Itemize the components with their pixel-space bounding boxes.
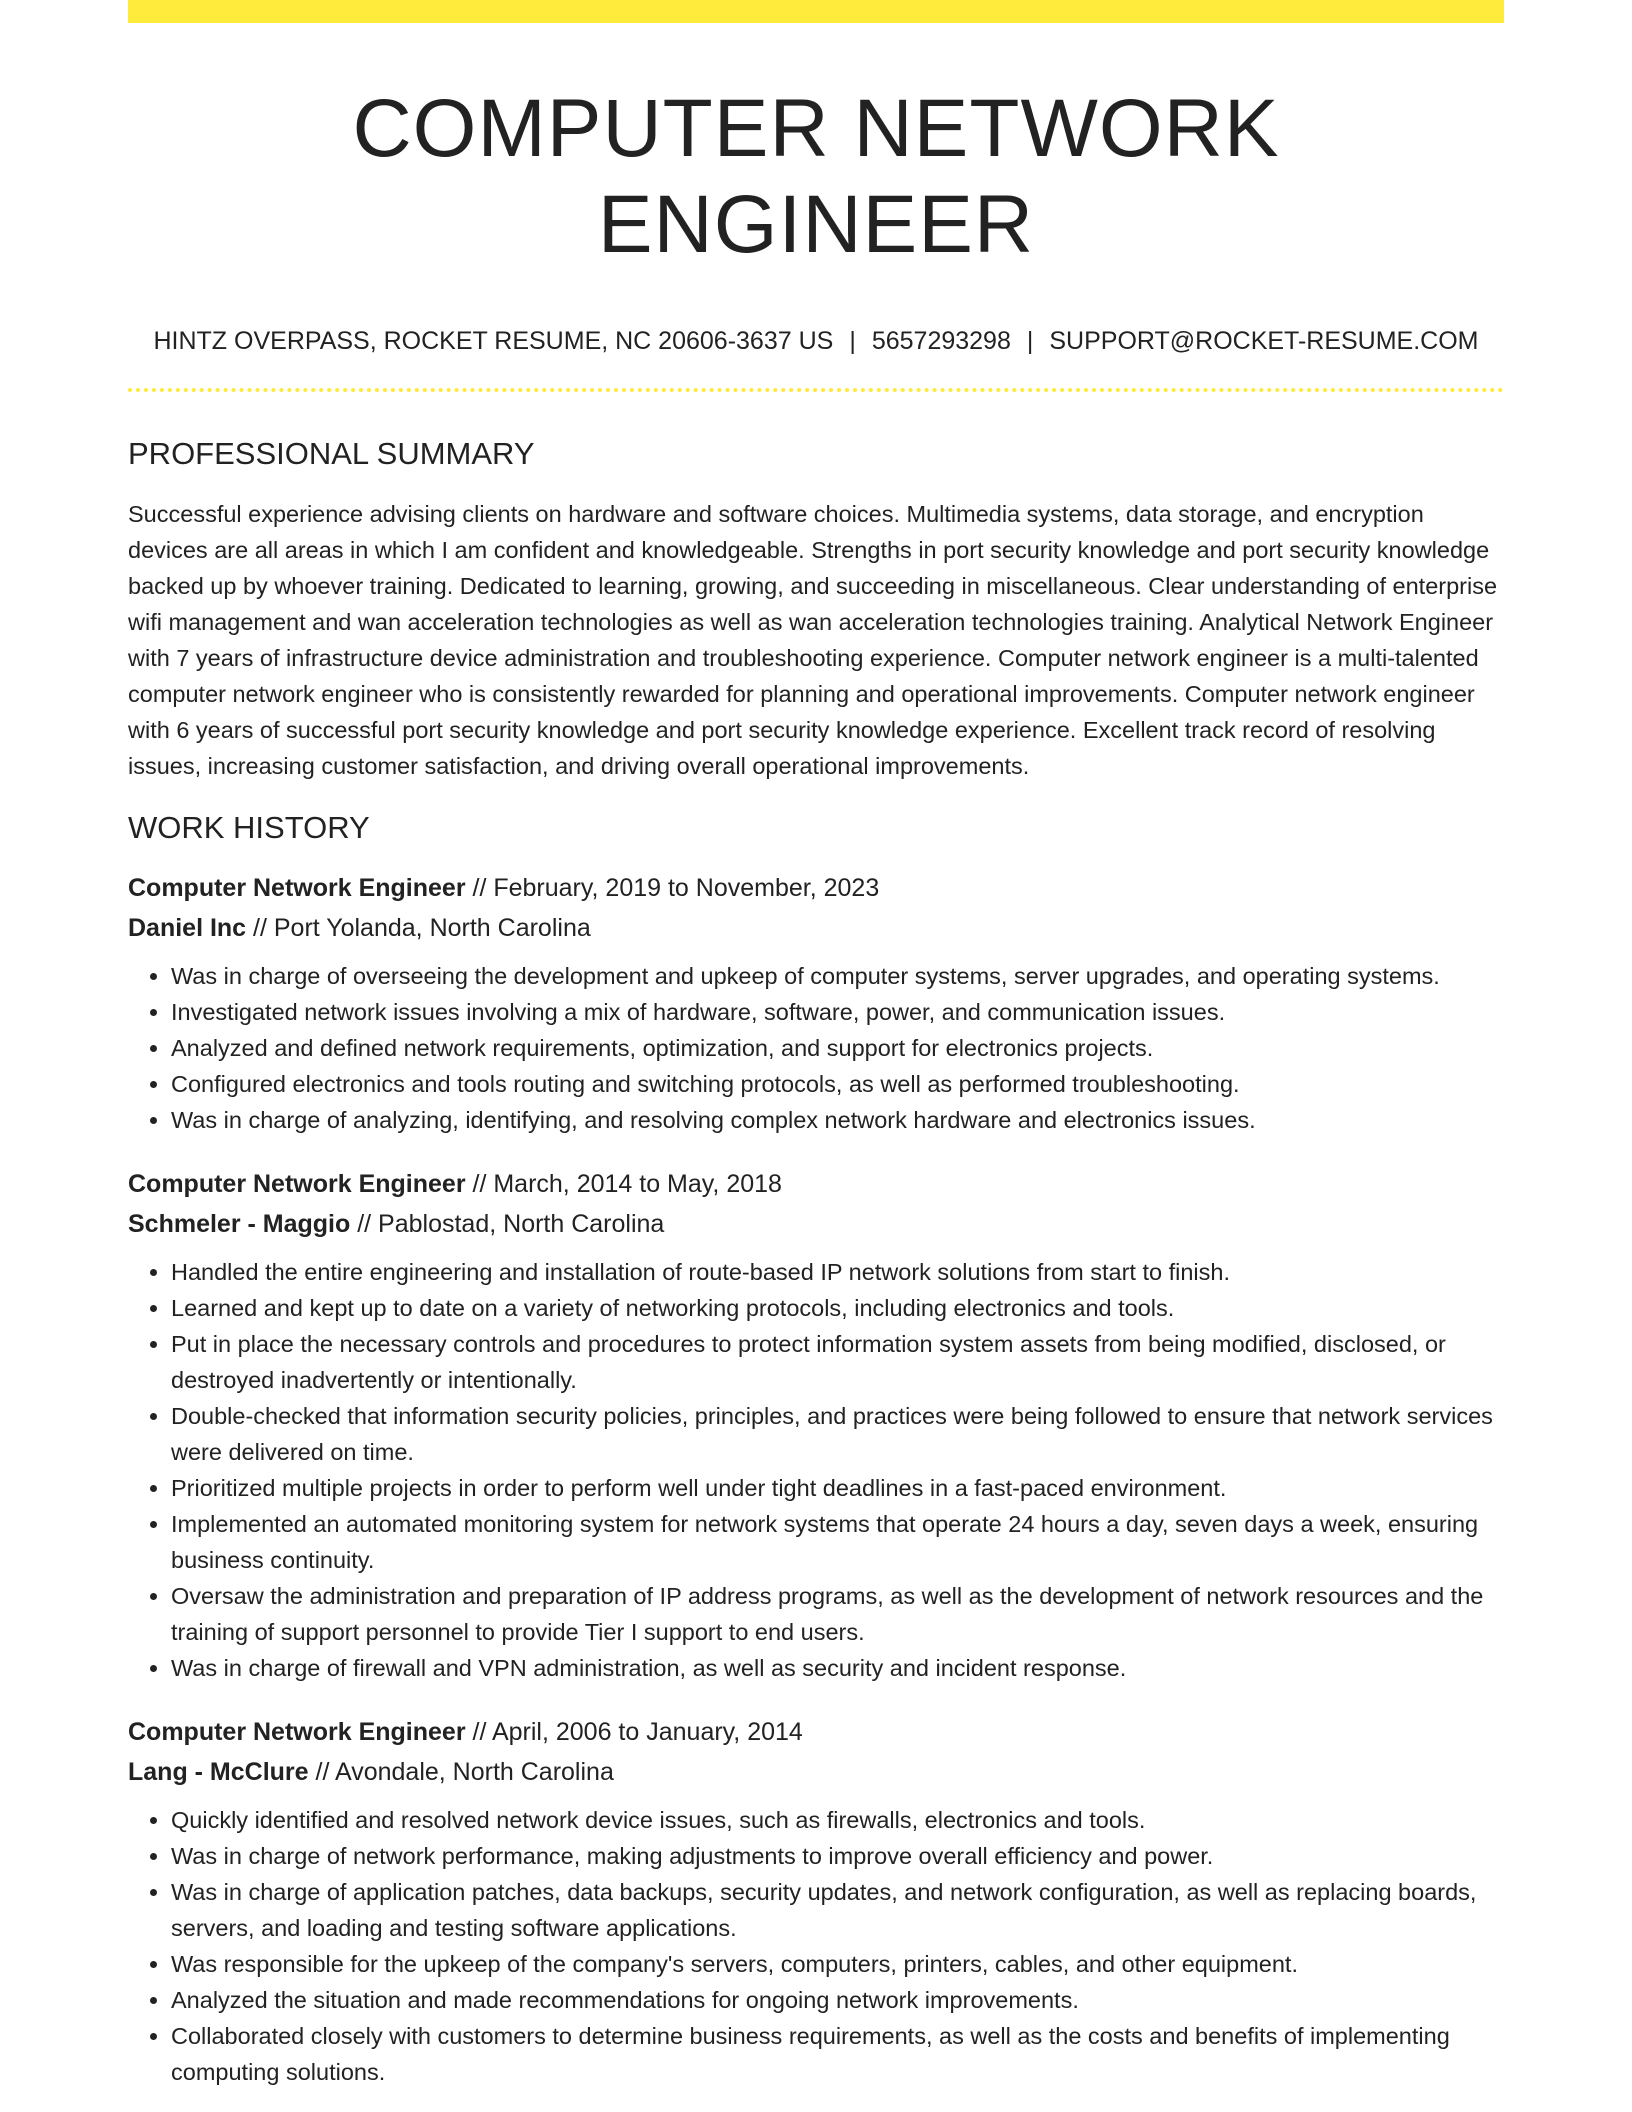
contact-line [128, 325, 1504, 357]
job-company: Lang - McClure [128, 1758, 309, 1786]
job-bullet: • Was in charge of application patches, data backups, security updates, and network configuration, as well as replacing boards, servers, and loading and testing software applications. [171, 1874, 1504, 1946]
job-role: Computer Network Engineer [128, 1718, 466, 1746]
contact-separator: | [1026, 327, 1034, 355]
job-bullet: • Was in charge of firewall and VPN administration, as well as security and incident response. [171, 1650, 1504, 1686]
job-bullet: • Was responsible for the upkeep of the company's servers, computers, printers, cables, and other equipment. [171, 1946, 1504, 1982]
summary-text: Successful experience advising clients on hardware and software choices. Multimedia systems, data storage, and encryption devices are all areas in which I am confident and knowledgeable. Strengths in port security knowledge and port security knowledge backed up by whoever training. Dedicated to learning, growing, and succeeding in miscellaneous. Clear understanding of enterprise wifi management and wan acceleration technologies as well as wan acceleration technologies training. Analytical Network Engineer with 7 years of infrastructure device administration and troubleshooting experience. Computer network engineer is a multi-talented computer network engineer who is consistently rewarded for planning and operational improvements. Computer network engineer with 6 years of successful port security knowledge and port security knowledge experience. Excellent track record of resolving issues, increasing customer satisfaction, and driving overall operational improvements. [128, 501, 1498, 779]
job-role-line [128, 1712, 1504, 1752]
job-bullet: • Learned and kept up to date on a variety of networking protocols, including electronics and tools. [171, 1290, 1504, 1326]
job-company-line [128, 908, 1504, 948]
job-bullet: • Was in charge of overseeing the development and upkeep of computer systems, server upgrades, and operating systems. [171, 958, 1504, 994]
work-history-heading: WORK HISTORY [128, 810, 370, 845]
job-bullets [128, 1254, 1504, 1686]
accent-top-bar [128, 0, 1504, 23]
job-bullets [128, 958, 1504, 1138]
job-location: // Port Yolanda, North Carolina [246, 914, 591, 942]
job-bullet: • Was in charge of analyzing, identifying, and resolving complex network hardware and electronics issues. [171, 1102, 1504, 1138]
job-location: // Pablostad, North Carolina [350, 1210, 665, 1238]
job-bullets [128, 1802, 1504, 2090]
job-role: Computer Network Engineer [128, 874, 466, 902]
job-company: Daniel Inc [128, 914, 247, 942]
job-role-line [128, 1164, 1504, 1204]
job-dates: // April, 2006 to January, 2014 [465, 1718, 803, 1746]
resume-title: COMPUTER NETWORK ENGINEER [352, 83, 1280, 270]
job-role-line [128, 868, 1504, 908]
job-bullet: • Implemented an automated monitoring system for network systems that operate 24 hours a day, seven days a week, ensuring business continuity. [171, 1506, 1504, 1578]
job-entry [128, 1712, 1504, 2090]
contact-address: HINTZ OVERPASS, ROCKET RESUME, NC 20606-3637 US [153, 327, 834, 355]
job-role: Computer Network Engineer [128, 1170, 466, 1198]
resume-page [128, 0, 1504, 2090]
job-company-line [128, 1204, 1504, 1244]
job-entry [128, 1164, 1504, 1686]
summary-heading: PROFESSIONAL SUMMARY [128, 436, 535, 471]
job-bullet: • Handled the entire engineering and installation of route-based IP network solutions from start to finish. [171, 1254, 1504, 1290]
job-bullet: • Configured electronics and tools routing and switching protocols, as well as performed troubleshooting. [171, 1066, 1504, 1102]
job-bullet: • Put in place the necessary controls and procedures to protect information system assets from being modified, disclosed, or destroyed inadvertently or intentionally. [171, 1326, 1504, 1398]
job-company-line [128, 1752, 1504, 1792]
job-location: // Avondale, North Carolina [308, 1758, 614, 1786]
job-company: Schmeler - Maggio [128, 1210, 351, 1238]
job-dates: // February, 2019 to November, 2023 [465, 874, 880, 902]
job-bullet: • Analyzed the situation and made recommendations for ongoing network improvements. [171, 1982, 1504, 2018]
dotted-divider [128, 388, 1504, 392]
job-bullet: • Oversaw the administration and preparation of IP address programs, as well as the development of network resources and the training of support personnel to provide Tier I support to end users. [171, 1578, 1504, 1650]
job-bullet: • Quickly identified and resolved network device issues, such as firewalls, electronics and tools. [171, 1802, 1504, 1838]
contact-separator: | [849, 327, 856, 355]
job-bullet: • Was in charge of network performance, making adjustments to improve overall efficiency and power. [171, 1838, 1504, 1874]
job-bullet: • Collaborated closely with customers to determine business requirements, as well as the costs and benefits of implementing computing solutions. [171, 2018, 1504, 2090]
contact-email: SUPPORT@ROCKET-RESUME.COM [1049, 327, 1479, 355]
job-entry [128, 868, 1504, 1138]
job-bullet: • Prioritized multiple projects in order to perform well under tight deadlines in a fast-paced environment. [171, 1470, 1504, 1506]
job-bullet: • Double-checked that information security policies, principles, and practices were being followed to ensure that network services were delivered on time. [171, 1398, 1504, 1470]
job-dates: // March, 2014 to May, 2018 [465, 1170, 782, 1198]
contact-phone: 5657293298 [871, 327, 1011, 355]
job-bullet: • Analyzed and defined network requirements, optimization, and support for electronics projects. [171, 1030, 1504, 1066]
job-bullet: • Investigated network issues involving a mix of hardware, software, power, and communication issues. [171, 994, 1504, 1030]
